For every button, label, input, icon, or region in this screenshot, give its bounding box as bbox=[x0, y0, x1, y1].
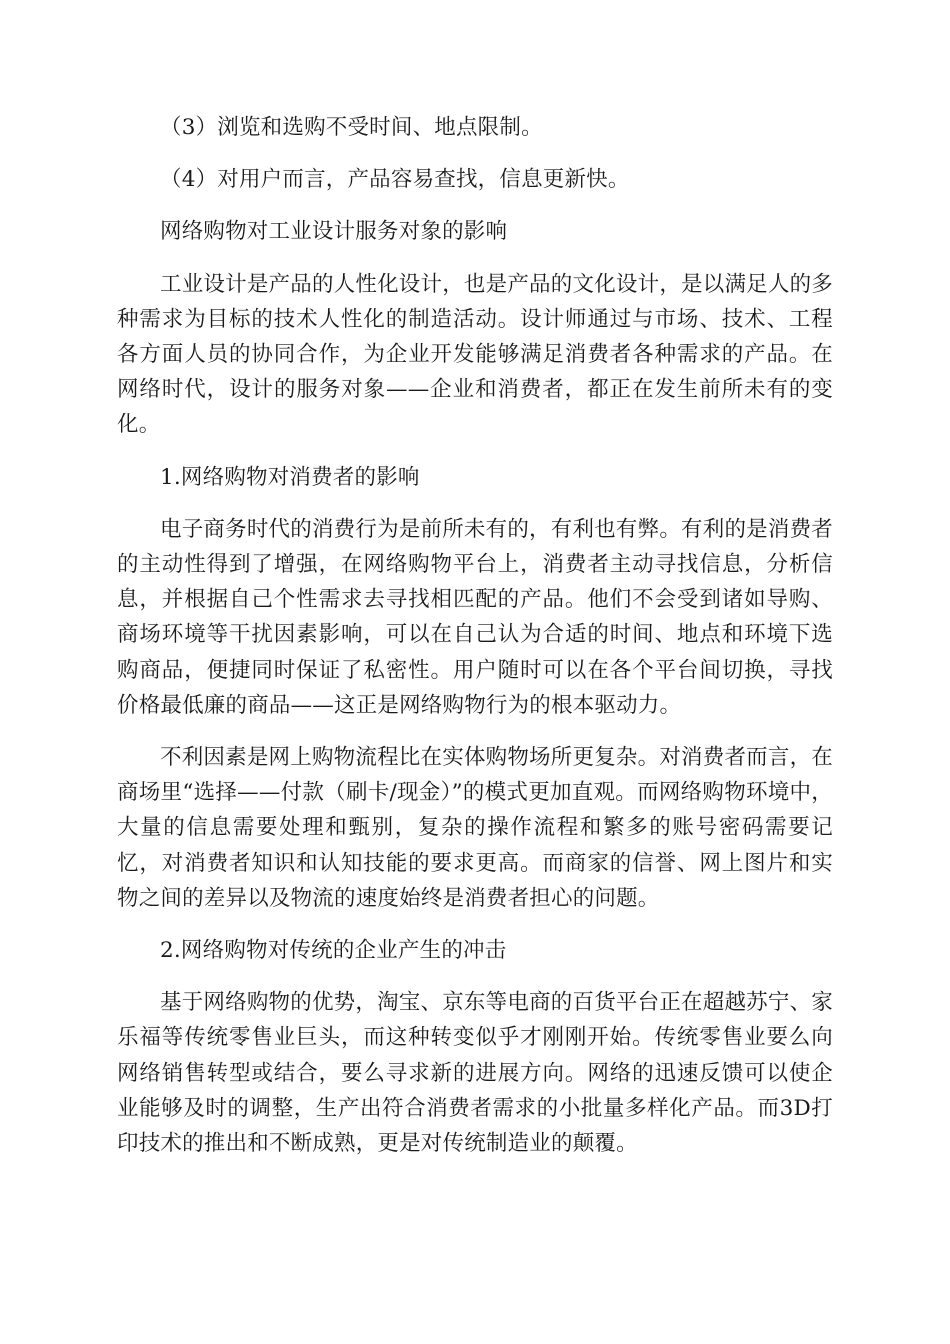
intro-paragraph: 工业设计是产品的人性化设计，也是产品的文化设计，是以满足人的多种需求为目标的技术人性化的制造活动。设计师通过与市场、技术、工程各方面人员的协同合作，为企业开发能够满足消费者各种需求的产品。在网络时代，设计的服务对象——企业和消费者，都正在发生前所未有的变化。 bbox=[117, 271, 833, 438]
section1-paragraph-advantages: 电子商务时代的消费行为是前所未有的，有利也有弊。有利的是消费者的主动性得到了增强，在网络购物平台上，消费者主动寻找信息，分析信息，并根据自己个性需求去寻找相匹配的产品。他们不会受到诸如导购、商场环境等干扰因素影响，可以在自己认为合适的时间、地点和环境下选购商品，便捷同时保证了私密性。用户随时可以在各个平台间切换，寻找价格最低廉的商品——这正是网络购物行为的根本驱动力。 bbox=[117, 516, 833, 718]
section1-paragraph-disadvantages: 不利因素是网上购物流程比在实体购物场所更复杂。对消费者而言，在商场里“选择——付款（刷卡/现金）”的模式更加直观。而网络购物环境中，大量的信息需要处理和甄别，复杂的操作流程和繁多的账号密码需要记忆，对消费者知识和认知技能的要求更高。而商家的信誉、网上图片和实物之间的差异以及物流的速度始终是消费者担心的问题。 bbox=[117, 745, 833, 911]
list-item-4: （4）对用户而言，产品容易查找，信息更新快。 bbox=[160, 167, 630, 193]
section2-heading: 2.网络购物对传统的企业产生的冲击 bbox=[160, 938, 507, 964]
document-page bbox=[117, 110, 833, 1161]
section2-paragraph: 基于网络购物的优势，淘宝、京东等电商的百货平台正在超越苏宁、家乐福等传统零售业巨头，而这种转变似乎才刚刚开始。传统零售业要么向网络销售转型或结合，要么寻求新的进展方向。网络的迅速反馈可以使企业能够及时的调整，生产出符合消费者需求的小批量多样化产品。而3D打印技术的推出和不断成熟，更是对传统制造业的颠覆。 bbox=[117, 990, 833, 1157]
section-heading-main: 网络购物对工业设计服务对象的影响 bbox=[160, 219, 508, 245]
list-item-3: （3）浏览和选购不受时间、地点限制。 bbox=[160, 115, 543, 140]
section1-heading: 1.网络购物对消费者的影响 bbox=[160, 464, 420, 490]
